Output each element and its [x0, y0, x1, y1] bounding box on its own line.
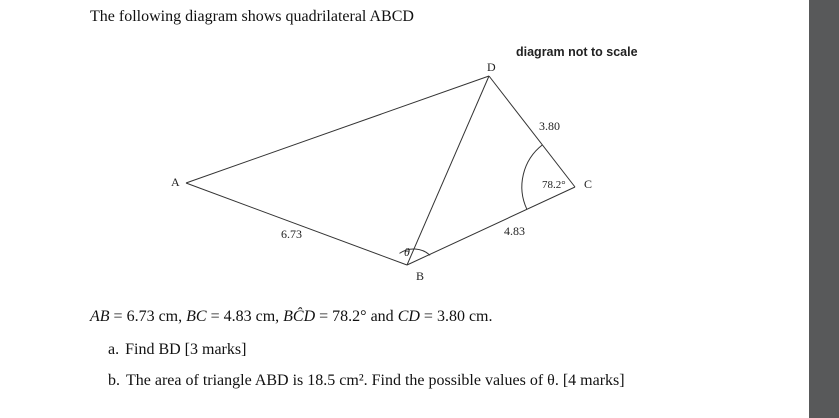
given-statement: AB = 6.73 cm, BC = 4.83 cm, BĈD = 78.2° and CD = 3.80 cm. [90, 308, 493, 325]
side-ad [186, 76, 489, 183]
vertex-a-label: A [171, 175, 180, 189]
side-ab [186, 183, 407, 265]
question-b-text: The area of triangle ABD is 18.5 cm². Find the possible values of θ. [4 marks] [126, 372, 625, 389]
question-a-label: a. [108, 341, 120, 358]
question-a-text: Find BD [3 marks] [125, 341, 247, 358]
side-cd [489, 76, 575, 187]
question-a [108, 341, 246, 359]
side-cd-label: 3.80 [539, 119, 560, 133]
side-bc-label: 4.83 [504, 224, 525, 238]
vertex-d-label: D [487, 60, 496, 74]
vertex-b-label: B [416, 269, 425, 283]
question-b [108, 372, 625, 390]
side-bd [407, 76, 489, 265]
scale-note: diagram not to scale [516, 45, 638, 59]
vertex-c-label: C [584, 177, 593, 191]
question-b-label: b. [108, 372, 120, 389]
angle-b-label: θ [404, 245, 410, 259]
side-ab-label: 6.73 [281, 227, 302, 241]
side-bc [407, 187, 575, 265]
angle-c-label: 78.2° [542, 179, 566, 191]
angle-c-arc [522, 145, 543, 209]
intro-text: The following diagram shows quadrilateral ABCD [90, 8, 414, 25]
